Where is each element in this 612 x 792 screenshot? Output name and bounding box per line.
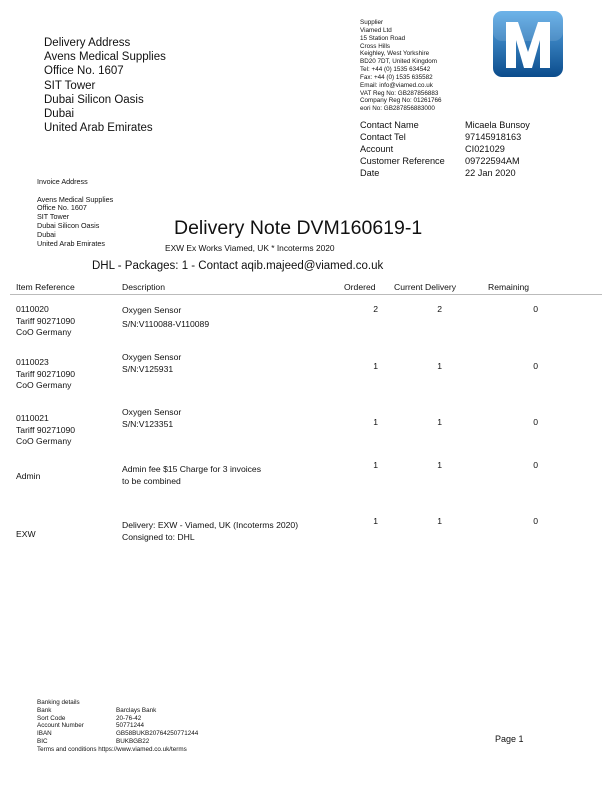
item-description-continued: to be combined (122, 475, 181, 486)
banking-heading: Banking details (37, 699, 80, 706)
iban-value: GB58BUKB20764250771244 (116, 730, 199, 738)
table-row-description (122, 304, 209, 331)
current-delivery-qty: 1 (437, 361, 442, 371)
country-of-origin: CoO Germany (16, 380, 72, 390)
ordered-qty: 1 (373, 460, 378, 470)
contact-row (360, 155, 530, 167)
ordered-qty: 1 (373, 417, 378, 427)
item-code: 0110023 (16, 357, 49, 367)
column-header-ordered: Ordered (344, 282, 376, 292)
item-description: Oxygen Sensor (122, 407, 182, 417)
remaining-qty: 0 (533, 417, 538, 427)
item-code: 0110020 (16, 304, 49, 314)
column-header-remaining: Remaining (488, 282, 530, 292)
incoterms-line: EXW Ex Works Viamed, UK * Incoterms 2020 (165, 243, 335, 253)
invoice-address-line: Avens Medical Supplies (37, 194, 114, 204)
current-delivery-qty: 1 (437, 460, 442, 470)
tariff-code: Tariff 90271090 (16, 424, 76, 435)
delivery-address-line: Dubai (44, 108, 75, 121)
supplier-line: VAT Reg No: GB287856883 (360, 89, 439, 97)
current-delivery-qty: 1 (437, 516, 442, 526)
table-row-description (122, 464, 261, 487)
tariff-code: Tariff 90271090 (16, 368, 76, 379)
item-description: Delivery: EXW - Viamed, UK (Incoterms 2020) (122, 520, 299, 530)
table-row-reference (16, 529, 36, 541)
contact-tel-value: 97145918163 (465, 132, 522, 142)
sort-code-value: 20-76-42 (116, 714, 142, 722)
banking-row (37, 722, 198, 730)
bic-value: BUKBGB22 (116, 737, 150, 745)
tariff-code: Tariff 90271090 (16, 315, 76, 326)
column-header-description: Description (122, 282, 165, 292)
terms-link[interactable]: Terms and conditions https://www.viamed.co.uk/terms (37, 745, 187, 753)
supplier-line: Keighley, West Yorkshire (360, 50, 430, 58)
contact-name-label: Contact Name (360, 120, 419, 130)
viamed-logo-icon (492, 10, 564, 78)
header-divider (10, 294, 602, 295)
item-serial: S/N:V110088-V110089 (122, 318, 210, 329)
ordered-qty: 1 (373, 361, 378, 371)
remaining-qty: 0 (533, 304, 538, 314)
contact-row (360, 143, 530, 155)
column-header-item-reference: Item Reference (16, 282, 75, 292)
contact-row (360, 131, 530, 143)
item-serial: S/N:V125931 (122, 363, 174, 374)
current-delivery-qty: 2 (437, 304, 442, 314)
column-header-current-delivery: Current Delivery (394, 282, 457, 292)
page-number: Page 1 (495, 734, 524, 744)
current-delivery-qty: 1 (437, 417, 442, 427)
account-value: CI021029 (465, 144, 505, 154)
contact-block (360, 119, 530, 179)
table-row-reference (16, 357, 75, 392)
supplier-line: Cross Hills (360, 42, 391, 50)
bic-label: BIC (37, 737, 48, 745)
table-row-description (122, 520, 298, 543)
banking-row (37, 707, 198, 715)
item-code: 0110021 (16, 413, 49, 423)
delivery-address-line: Office No. 1607 (44, 65, 124, 78)
bank-value: Barclays Bank (116, 706, 157, 714)
bank-label: Bank (37, 706, 52, 714)
invoice-address-line: SIT Tower (37, 212, 70, 222)
contact-row (360, 119, 530, 131)
table-row-description (122, 407, 181, 430)
country-of-origin: CoO Germany (16, 327, 72, 337)
invoice-address-block (37, 178, 113, 248)
invoice-address-line: Dubai (37, 229, 56, 239)
remaining-qty: 0 (533, 361, 538, 371)
customer-reference-label: Customer Reference (360, 156, 445, 166)
supplier-line: Fax: +44 (0) 1535 635582 (360, 73, 433, 81)
banking-row (37, 738, 198, 746)
date-value: 22 Jan 2020 (465, 168, 516, 178)
contact-name-value: Micaela Bunsoy (465, 120, 530, 130)
delivery-address-line: Dubai Silicon Oasis (44, 93, 144, 106)
account-number-value: 50771244 (116, 722, 145, 730)
ordered-qty: 1 (373, 516, 378, 526)
item-description: Oxygen Sensor (122, 352, 182, 362)
remaining-qty: 0 (533, 460, 538, 470)
supplier-line: Viamed Ltd (360, 26, 392, 34)
delivery-address-heading: Delivery Address (44, 37, 131, 49)
delivery-address-line: United Arab Emirates (44, 122, 153, 135)
invoice-address-line: United Arab Emirates (37, 238, 105, 248)
shipping-info: DHL - Packages: 1 - Contact aqib.majeed@viamed.co.uk (92, 260, 384, 272)
item-code: Admin (16, 471, 41, 481)
supplier-line: 15 Station Road (360, 34, 406, 42)
supplier-line: Email: info@viamed.co.uk (360, 81, 433, 89)
table-row-reference (16, 413, 75, 448)
invoice-address-heading: Invoice Address (37, 177, 88, 186)
banking-details (37, 699, 198, 754)
table-row-reference (16, 471, 40, 483)
item-description: Admin fee $15 Charge for 3 invoices (122, 464, 262, 474)
item-description: Oxygen Sensor (122, 305, 182, 315)
account-number-label: Account Number (37, 722, 84, 730)
supplier-line: Company Reg No: 01261766 (360, 97, 442, 105)
banking-row (37, 730, 198, 738)
contact-row (360, 167, 530, 179)
table-row-reference (16, 304, 75, 339)
invoice-address-line: Dubai Silicon Oasis (37, 220, 100, 230)
document-title: Delivery Note DVM160619-1 (174, 217, 423, 239)
customer-reference-value: 09722594AM (465, 156, 520, 166)
ordered-qty: 2 (373, 304, 378, 314)
invoice-address-line: Office No. 1607 (37, 203, 87, 213)
date-label: Date (360, 168, 380, 178)
sort-code-label: Sort Code (37, 714, 66, 722)
supplier-line: Tel: +44 (0) 1535 634542 (360, 66, 431, 74)
item-serial: S/N:V123351 (122, 418, 174, 429)
iban-label: IBAN (37, 730, 52, 738)
item-description-continued: Consigned to: DHL (122, 531, 195, 542)
delivery-address-line: Avens Medical Supplies (44, 51, 166, 64)
supplier-block (360, 19, 442, 113)
supplier-line: eori No: GB287856883000 (360, 105, 435, 113)
table-row-description (122, 352, 181, 375)
country-of-origin: CoO Germany (16, 436, 72, 446)
supplier-line: BD20 7DT, United Kingdom (360, 58, 438, 66)
delivery-address-block (44, 36, 166, 135)
delivery-address-line: SIT Tower (44, 79, 96, 92)
contact-tel-label: Contact Tel (360, 132, 406, 142)
supplier-heading: Supplier (360, 19, 384, 26)
account-label: Account (360, 144, 394, 154)
remaining-qty: 0 (533, 516, 538, 526)
item-code: EXW (16, 529, 36, 539)
banking-row (37, 715, 198, 723)
